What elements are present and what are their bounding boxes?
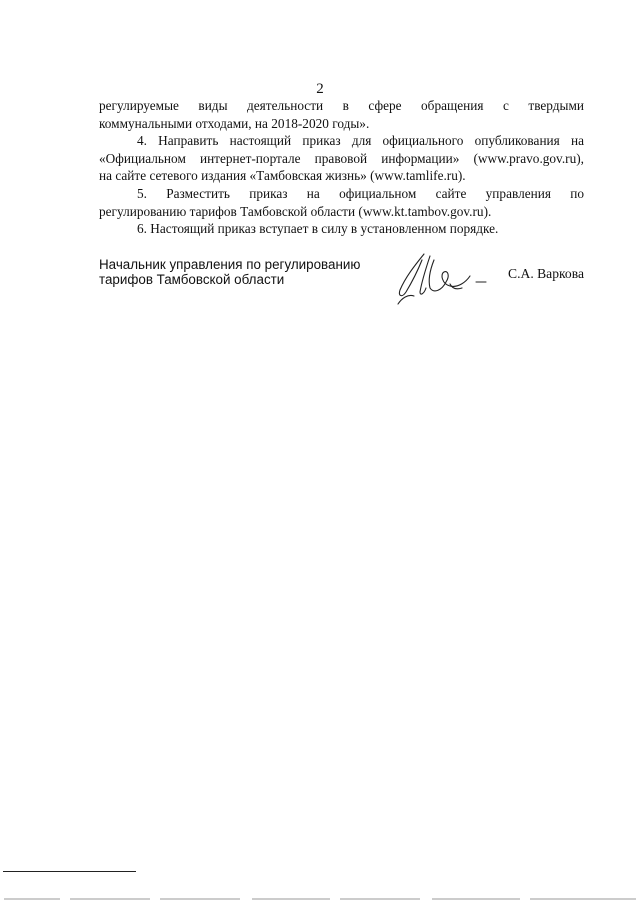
signer-position <box>99 258 360 287</box>
signer-name: С.А. Варкова <box>508 266 584 281</box>
text-line: коммунальными отходами, на 2018-2020 годы». <box>99 115 370 131</box>
paragraph-item-4 <box>99 132 584 185</box>
signature-block <box>99 258 584 318</box>
page-number: 2 <box>316 81 324 97</box>
document-body <box>99 97 584 238</box>
signer-position-line: Начальник управления по регулированию <box>99 257 361 272</box>
text-line: 5. Разместить приказ на официальном сайте управления по <box>137 185 584 201</box>
handwritten-signature <box>390 246 490 314</box>
text-line: «Официальном интернет-портале правовой информации» (www.pravo.gov.ru), <box>99 150 584 166</box>
text-line: 4. Направить настоящий приказ для официального опубликования на <box>137 133 584 149</box>
text-line: 6. Настоящий приказ вступает в силу в установленном порядке. <box>137 221 499 237</box>
text-line: на сайте сетевого издания «Тамбовская жизнь» (www.tamlife.ru). <box>99 168 466 184</box>
signer-position-line: тарифов Тамбовской области <box>99 271 285 287</box>
text-line: регулируемые виды деятельности в сфере обращения с твердыми <box>99 98 584 113</box>
footnote-separator-line <box>3 871 136 872</box>
paragraph-continuation <box>99 97 584 132</box>
paragraph-item-6 <box>99 220 584 238</box>
scan-edge-artifact <box>0 896 640 902</box>
text-line: регулированию тарифов Тамбовской области (www.kt.tambov.gov.ru). <box>99 203 492 219</box>
paragraph-item-5 <box>99 185 584 220</box>
